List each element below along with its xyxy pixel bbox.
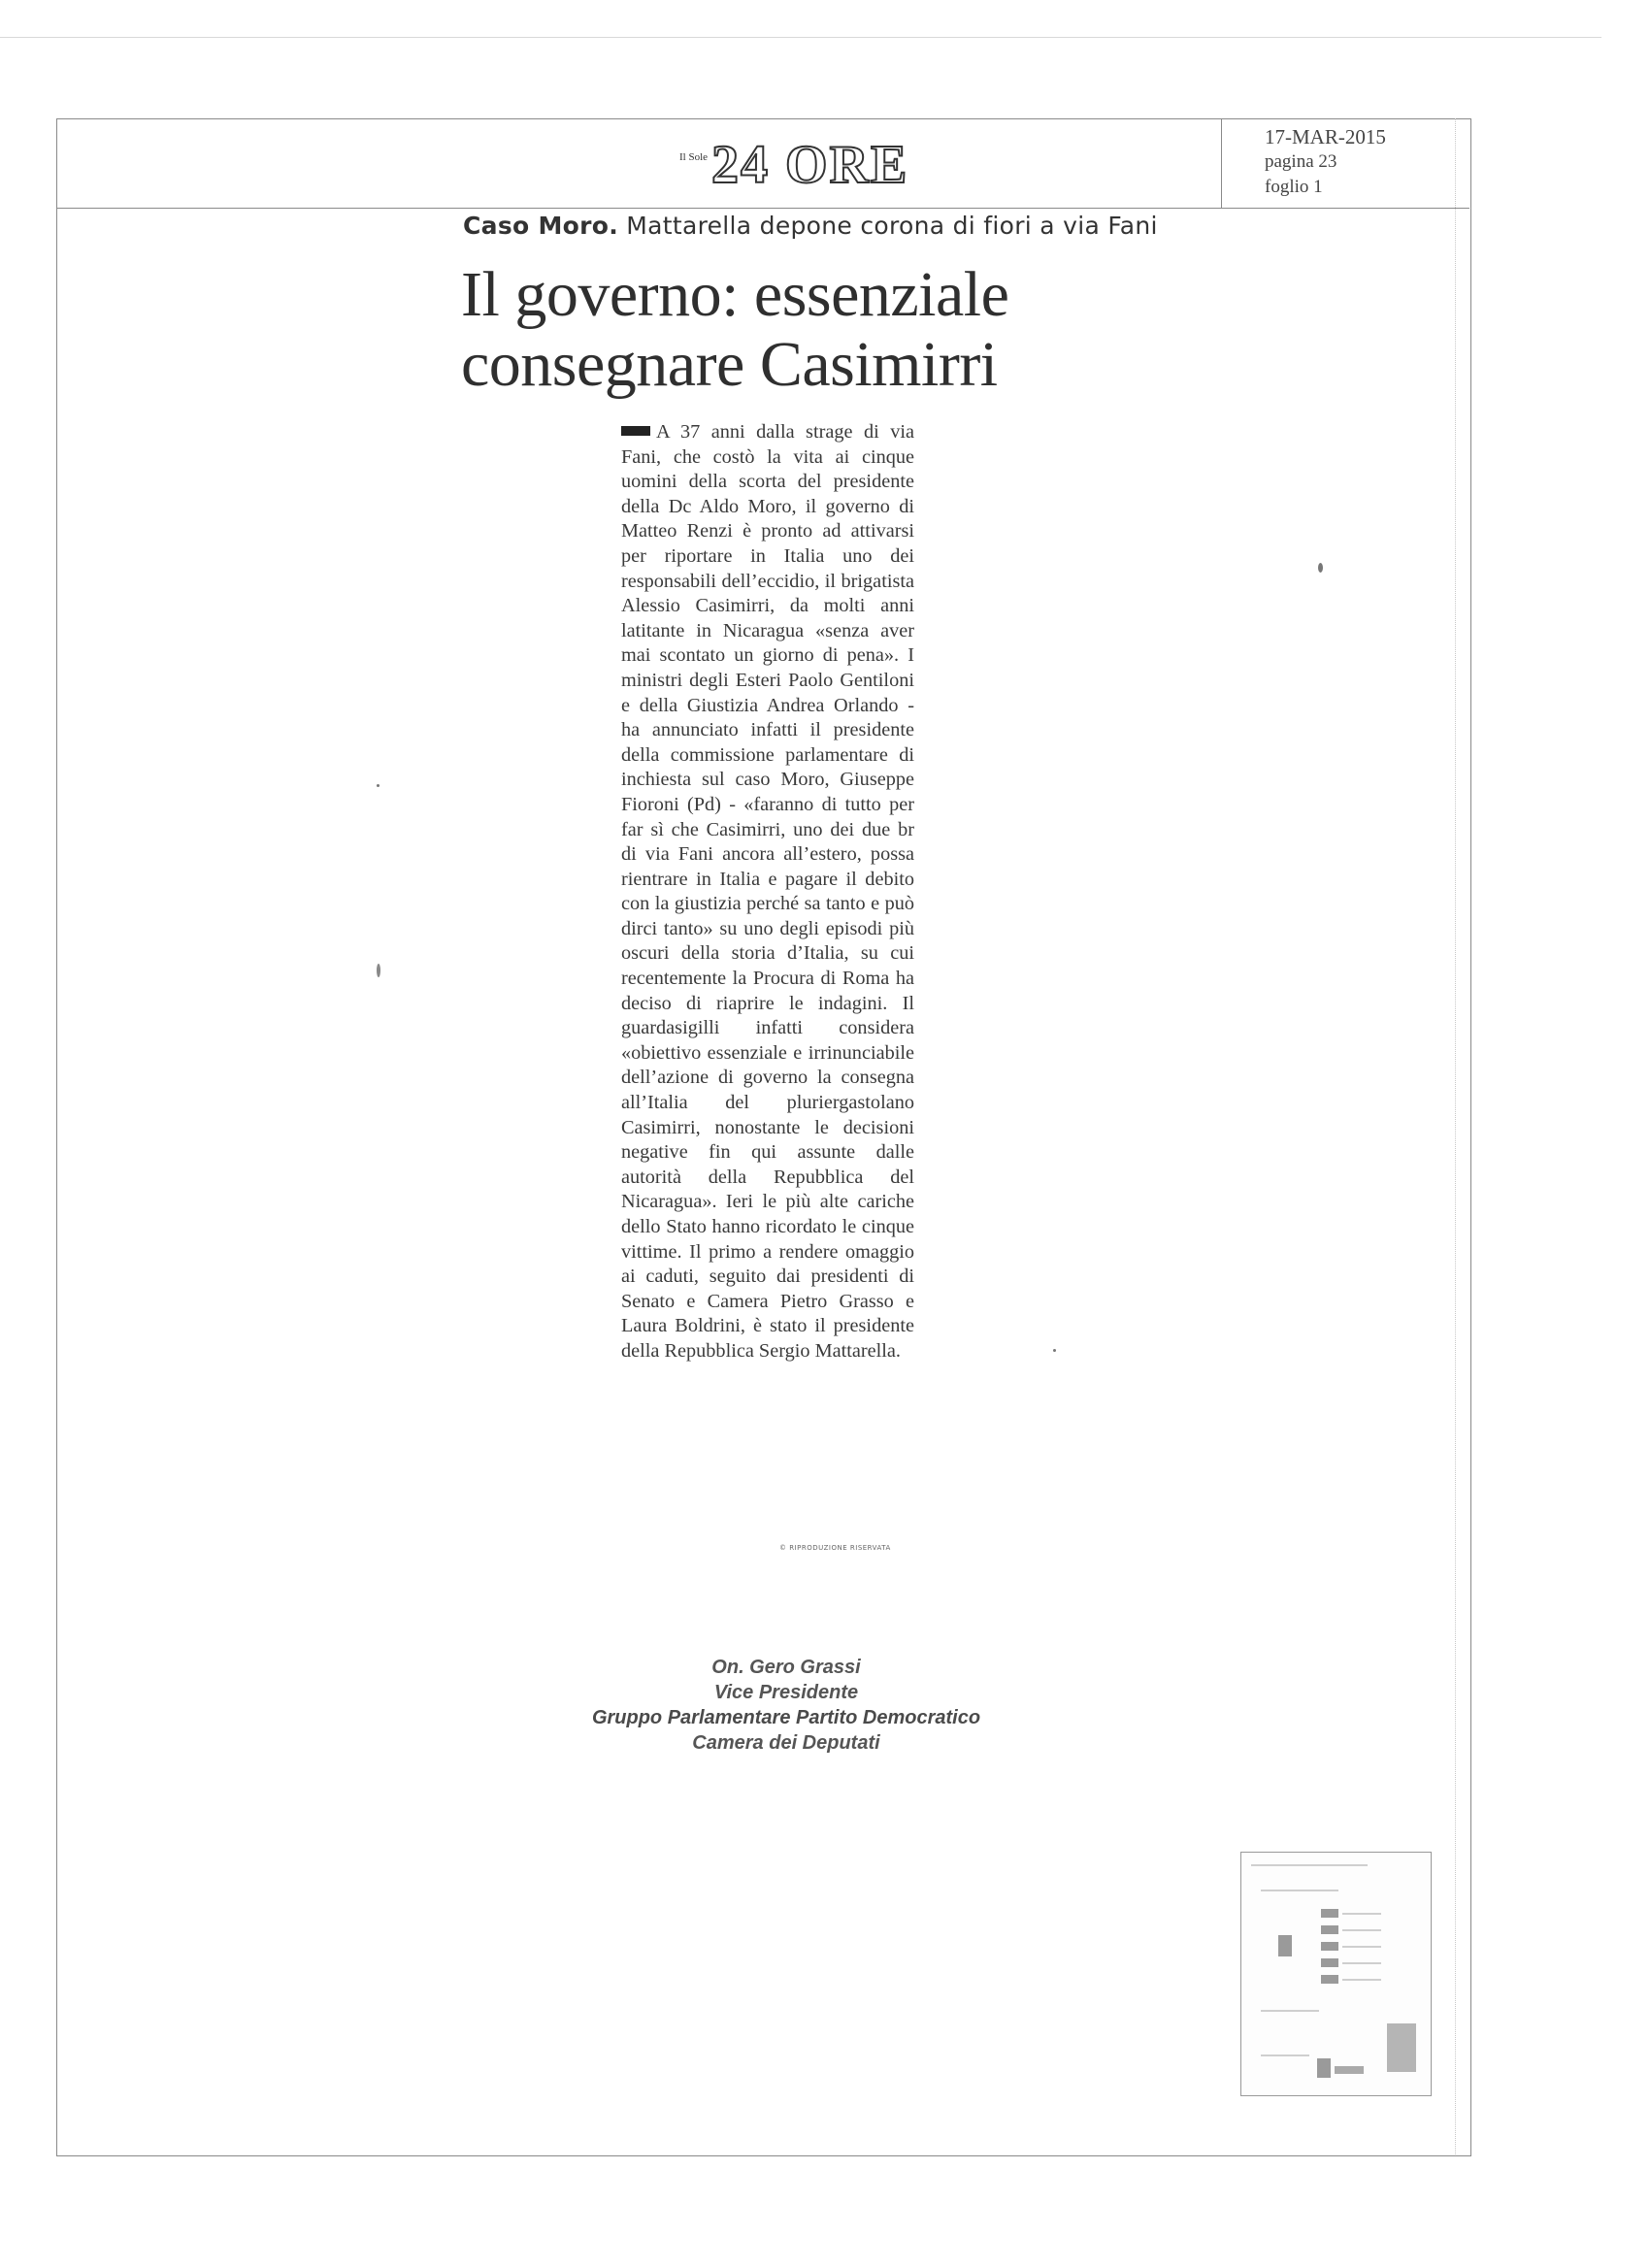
stamp-name: On. Gero Grassi [711, 1657, 861, 1678]
scan-speck [1318, 563, 1323, 573]
article-body [621, 420, 914, 1364]
newspaper-masthead [679, 134, 909, 195]
stamp-role: Vice Presidente [713, 1682, 859, 1703]
clipping-date: 17-MAR-2015 [1265, 125, 1386, 148]
kicker-bold: Caso Moro. [463, 212, 619, 240]
clipping-meta [1265, 124, 1449, 200]
headline-line-1: Il governo: essenziale [461, 259, 1009, 330]
header-divider [1221, 118, 1222, 208]
stamp-chamber: Camera dei Deputati [692, 1732, 880, 1754]
copyright-notice: © RIPRODUZIONE RISERVATA [779, 1544, 891, 1552]
thumb-line [1342, 1946, 1381, 1948]
stamp-group: Gruppo Parlamentare Partito Democratico [591, 1707, 981, 1728]
thumb-block [1335, 2066, 1364, 2074]
thumb-line [1342, 1979, 1381, 1981]
scan-speck [377, 784, 380, 787]
masthead-logo: 24 ORE [711, 135, 909, 195]
thumb-line [1251, 1864, 1368, 1866]
thumb-line [1342, 1962, 1381, 1964]
clipping-sheet: foglio 1 [1265, 177, 1323, 197]
signature-stamp [544, 1655, 1029, 1756]
thumb-block [1321, 1958, 1338, 1967]
clipping-page: pagina 23 [1265, 151, 1337, 172]
thumb-block [1321, 1925, 1338, 1934]
thumb-line [1261, 1890, 1338, 1891]
article-body-text: A 37 anni dalla strage di via Fani, che costò la vita ai cinque uomini della scorta del presidente della Dc Aldo Moro, il governo di Matteo Renzi è pronto ad attivarsi per riportare in Italia uno dei responsabili dell’eccidio, il brigatista Alessio Casimirri, da molti anni latitante in Nicaragua «senza aver mai scontato un giorno di pena». I ministri degli Esteri Paolo Gentiloni e della Giustizia Andrea Orlando - ha annunciato infatti il presidente della commissione parlamentare di inchiesta sul caso Moro, Giuseppe Fioroni (Pd) - «faranno di tutto per far sì che Casimirri, uno dei due br di via Fani ancora all’estero, possa rientrare in Italia e pagare il debito con la giustizia perché sa tanto e può dirci tanto» su uno degli episodi più oscuri della storia d’Italia, su cui recentemente la Procura di Roma ha deciso di riaprire le indagini. Il guardasigilli infatti considera «obiettivo essenziale e irrinunciabile dell’azione di governo la consegna all’Italia del pluriergastolano Casimirri, nonostante le decisioni negative fin qui assunte dalle autorità della Repubblica del Nicaragua». Ieri le più alte cariche dello Stato hanno ricordato le cinque vittime. Il primo a rendere omaggio ai caduti, seguito dai presidenti di Senato e Camera Pietro Grasso e Laura Boldrini, è stato il presidente della Repubblica Sergio Mattarella. [621, 421, 914, 1362]
thumb-block [1321, 1909, 1338, 1918]
thumb-block [1321, 1942, 1338, 1951]
headline-line-2: consegnare Casimirri [461, 329, 998, 400]
scan-speck [377, 964, 380, 977]
page-thumbnail [1240, 1852, 1432, 2096]
thumb-line [1261, 2054, 1309, 2056]
thumb-block [1387, 2023, 1416, 2072]
frame-dotted-rule [1455, 118, 1457, 2154]
masthead-small: Il Sole [679, 151, 709, 163]
scan-edge-line [0, 37, 1601, 38]
bullet-icon [621, 426, 650, 436]
thumb-block [1317, 2058, 1331, 2078]
article-kicker [463, 212, 1158, 240]
thumb-line [1342, 1929, 1381, 1931]
thumb-line [1342, 1913, 1381, 1915]
kicker-text: Mattarella depone corona di fiori a via Fani [626, 212, 1158, 240]
thumb-block [1321, 1975, 1338, 1984]
thumb-line [1261, 2010, 1319, 2012]
thumb-block [1278, 1935, 1292, 1956]
article-headline [461, 260, 1160, 400]
scan-speck [1053, 1349, 1056, 1352]
